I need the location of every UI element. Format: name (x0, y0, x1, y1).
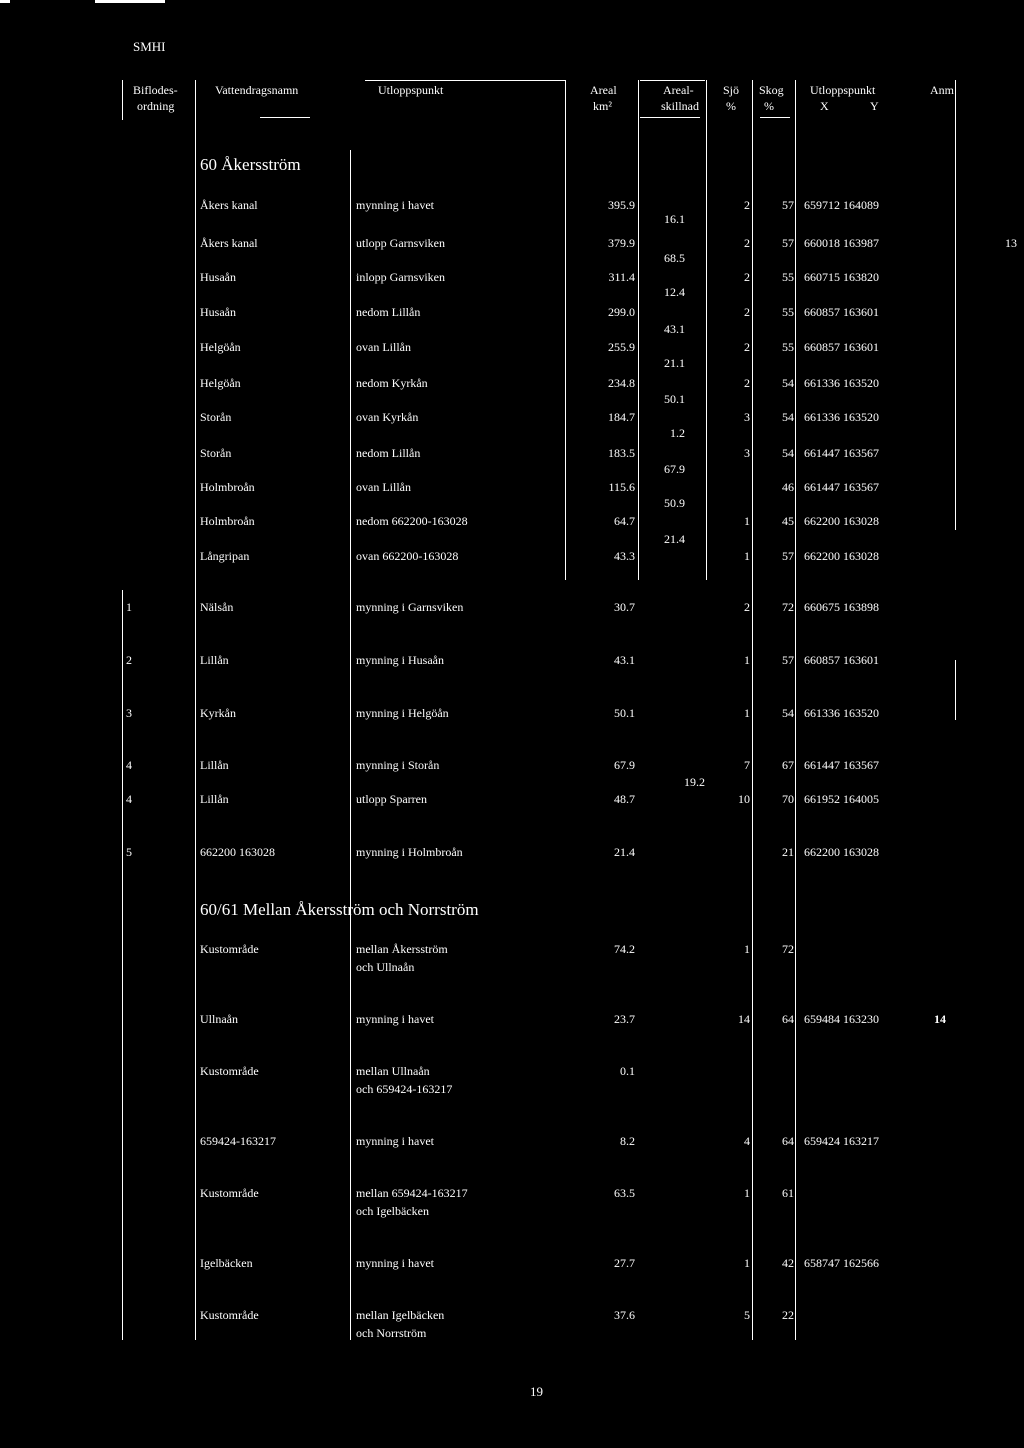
row-area: 43.3 (614, 549, 635, 563)
row-name: Kustområde (200, 1308, 259, 1322)
row-name: 662200 163028 (200, 845, 275, 859)
row-xy: 661336 163520 (804, 376, 879, 390)
row-forest: 22 (782, 1308, 794, 1322)
header-rule (365, 80, 565, 81)
row-point: mynning i Husaån (356, 653, 444, 667)
row-lake: 1 (744, 549, 750, 563)
row-area: 183.5 (608, 446, 635, 460)
row-xy: 661336 163520 (804, 410, 879, 424)
row-area: 64.7 (614, 514, 635, 528)
column-divider (638, 80, 639, 580)
row-xy: 659484 163230 (804, 1012, 879, 1026)
row-point: nedom Lillån (356, 446, 421, 460)
row-lake: 4 (744, 1134, 750, 1148)
row-point: nedom Kyrkån (356, 376, 428, 390)
row-lake: 1 (744, 514, 750, 528)
row-point: utlopp Sparren (356, 792, 427, 806)
header-rule (640, 117, 700, 118)
row-point-line1: mynning i havet (356, 1134, 434, 1148)
area-diff: 19.2 (684, 775, 705, 789)
row-point: inlopp Garnsviken (356, 270, 445, 284)
row-forest: 55 (782, 340, 794, 354)
row-area: 23.7 (614, 1012, 635, 1026)
row-forest: 21 (782, 845, 794, 859)
row-xy: 660715 163820 (804, 270, 879, 284)
col-arealskillnad-2: skillnad (661, 99, 699, 113)
row-area: 0.1 (620, 1064, 635, 1078)
area-diff: 16.1 (664, 212, 685, 226)
row-forest: 55 (782, 305, 794, 319)
row-name: Lillån (200, 792, 229, 806)
row-area: 311.4 (608, 270, 635, 284)
row-forest: 64 (782, 1134, 794, 1148)
col-areal-2: km² (593, 99, 612, 113)
row-area: 115.6 (608, 480, 635, 494)
row-forest: 54 (782, 410, 794, 424)
area-diff: 12.4 (664, 285, 685, 299)
row-name: 659424-163217 (200, 1134, 276, 1148)
row-area: 43.1 (614, 653, 635, 667)
area-diff: 67.9 (664, 462, 685, 476)
row-forest: 54 (782, 706, 794, 720)
area-diff: 21.4 (664, 532, 685, 546)
row-forest: 57 (782, 198, 794, 212)
row-point: ovan 662200-163028 (356, 549, 459, 563)
col-skog-1: Skog (759, 83, 784, 97)
row-area: 37.6 (614, 1308, 635, 1322)
row-order: 1 (126, 600, 132, 614)
row-order: 4 (126, 758, 132, 772)
row-lake: 3 (744, 410, 750, 424)
row-forest: 70 (782, 792, 794, 806)
row-forest: 57 (782, 653, 794, 667)
row-xy: 662200 163028 (804, 549, 879, 563)
row-name: Storån (200, 410, 232, 424)
row-lake: 14 (738, 1012, 750, 1026)
row-area: 50.1 (614, 706, 635, 720)
row-anm: 14 (934, 1012, 946, 1026)
row-name: Holmbroån (200, 480, 255, 494)
row-point-line2: och Ullnaån (356, 960, 415, 974)
col-sjo-2: % (726, 99, 736, 113)
row-lake: 2 (744, 600, 750, 614)
row-forest: 72 (782, 942, 794, 956)
column-divider (955, 80, 956, 530)
col-sjo-1: Sjö (723, 83, 740, 97)
row-area: 27.7 (614, 1256, 635, 1270)
row-forest: 45 (782, 514, 794, 528)
row-name: Kyrkån (200, 706, 236, 720)
top-edge-mark (95, 0, 165, 3)
row-name: Kustområde (200, 1186, 259, 1200)
row-lake: 1 (744, 942, 750, 956)
col-utloppspunkt-xy: Utloppspunkt (810, 83, 876, 97)
row-lake: 2 (744, 198, 750, 212)
top-edge-mark (0, 0, 10, 3)
column-divider (122, 590, 123, 1340)
row-point-line1: mellan Igelbäcken (356, 1308, 445, 1322)
row-area: 255.9 (608, 340, 635, 354)
row-area: 48.7 (614, 792, 635, 806)
row-name: Lillån (200, 758, 229, 772)
row-xy: 661336 163520 (804, 706, 879, 720)
row-area: 184.7 (608, 410, 635, 424)
row-order: 5 (126, 845, 132, 859)
section-title: 60 Åkersström (200, 155, 301, 174)
row-point-line2: och 659424-163217 (356, 1082, 453, 1096)
area-diff: 68.5 (664, 251, 685, 265)
section-title: 60/61 Mellan Åkersström och Norrström (200, 900, 479, 919)
col-arealskillnad-1: Areal- (663, 83, 694, 97)
row-point: mynning i Storån (356, 758, 440, 772)
column-divider (565, 80, 566, 580)
row-xy: 662200 163028 (804, 514, 879, 528)
row-xy: 661447 163567 (804, 480, 879, 494)
row-area: 234.8 (608, 376, 635, 390)
row-area: 30.7 (614, 600, 635, 614)
row-order: 2 (126, 653, 132, 667)
column-divider (195, 80, 196, 1340)
row-forest: 72 (782, 600, 794, 614)
row-name: Helgöån (200, 376, 241, 390)
row-area: 67.9 (614, 758, 635, 772)
row-anm: 13 (1005, 236, 1017, 250)
header-rule (760, 117, 790, 118)
row-forest: 64 (782, 1012, 794, 1026)
row-area: 63.5 (614, 1186, 635, 1200)
page-number: 19 (530, 1384, 543, 1399)
row-xy: 662200 163028 (804, 845, 879, 859)
column-divider (955, 660, 956, 720)
row-xy: 661952 164005 (804, 792, 879, 806)
row-point-line1: mellan 659424-163217 (356, 1186, 468, 1200)
row-point-line1: mynning i havet (356, 1256, 434, 1270)
row-point-line1: mellan Ullnaån (356, 1064, 430, 1078)
column-divider (350, 150, 351, 1340)
row-point: mynning i Holmbroån (356, 845, 463, 859)
row-name: Kustområde (200, 1064, 259, 1078)
row-xy: 660675 163898 (804, 600, 879, 614)
col-anm: Anm (930, 83, 954, 97)
col-y: Y (870, 99, 879, 113)
row-name: Långripan (200, 549, 250, 563)
row-area: 8.2 (620, 1134, 635, 1148)
row-xy: 660018 163987 (804, 236, 879, 250)
row-area: 379.9 (608, 236, 635, 250)
row-point: nedom Lillån (356, 305, 421, 319)
row-lake: 2 (744, 236, 750, 250)
row-forest: 57 (782, 549, 794, 563)
row-lake: 1 (744, 706, 750, 720)
row-lake: 2 (744, 376, 750, 390)
row-point: mynning i Helgöån (356, 706, 449, 720)
col-biflodesordning-1: Biflodes- (133, 83, 178, 97)
row-forest: 42 (782, 1256, 794, 1270)
row-lake: 7 (744, 758, 750, 772)
agency-label: SMHI (133, 39, 166, 54)
row-forest: 67 (782, 758, 794, 772)
row-name: Åkers kanal (200, 236, 258, 250)
row-order: 3 (126, 706, 132, 720)
row-name: Lillån (200, 653, 229, 667)
col-areal-1: Areal (590, 83, 617, 97)
row-point: ovan Lillån (356, 340, 411, 354)
row-lake: 1 (744, 1186, 750, 1200)
row-name: Igelbäcken (200, 1256, 253, 1270)
row-lake: 10 (738, 792, 750, 806)
row-lake: 3 (744, 446, 750, 460)
row-order: 4 (126, 792, 132, 806)
row-point-line1: mellan Åkersström (356, 942, 448, 956)
col-skog-2: % (764, 99, 774, 113)
row-point-line2: och Norrström (356, 1326, 427, 1340)
col-biflodesordning-2: ordning (137, 99, 175, 113)
row-point: mynning i Garnsviken (356, 600, 464, 614)
row-forest: 61 (782, 1186, 794, 1200)
row-point: utlopp Garnsviken (356, 236, 445, 250)
row-lake: 1 (744, 1256, 750, 1270)
row-area: 74.2 (614, 942, 635, 956)
row-name: Ullnaån (200, 1012, 238, 1026)
area-diff: 21.1 (664, 356, 685, 370)
row-point-line1: mynning i havet (356, 1012, 434, 1026)
area-diff: 43.1 (664, 322, 685, 336)
row-xy: 659712 164089 (804, 198, 879, 212)
row-point: ovan Lillån (356, 480, 411, 494)
row-lake: 5 (744, 1308, 750, 1322)
row-point-line2: och Igelbäcken (356, 1204, 429, 1218)
row-name: Husaån (200, 270, 236, 284)
column-divider (795, 80, 796, 1340)
row-name: Helgöån (200, 340, 241, 354)
row-point: nedom 662200-163028 (356, 514, 468, 528)
row-xy: 659424 163217 (804, 1134, 879, 1148)
row-lake: 2 (744, 305, 750, 319)
row-xy: 661447 163567 (804, 758, 879, 772)
row-forest: 55 (782, 270, 794, 284)
column-divider (706, 80, 707, 580)
row-area: 21.4 (614, 845, 635, 859)
row-area: 395.9 (608, 198, 635, 212)
row-lake: 2 (744, 270, 750, 284)
row-name: Nälsån (200, 600, 234, 614)
row-forest: 57 (782, 236, 794, 250)
column-divider (122, 80, 123, 120)
row-point: ovan Kyrkån (356, 410, 419, 424)
row-xy: 660857 163601 (804, 340, 879, 354)
row-xy: 658747 162566 (804, 1256, 879, 1270)
area-diff: 1.2 (670, 426, 685, 440)
header-rule (640, 80, 705, 81)
row-forest: 54 (782, 376, 794, 390)
row-area: 299.0 (608, 305, 635, 319)
row-name: Husaån (200, 305, 236, 319)
row-name: Storån (200, 446, 232, 460)
header-rule (260, 117, 310, 118)
row-name: Åkers kanal (200, 198, 258, 212)
area-diff: 50.1 (664, 392, 685, 406)
col-utloppspunkt: Utloppspunkt (378, 83, 444, 97)
row-name: Kustområde (200, 942, 259, 956)
row-name: Holmbroån (200, 514, 255, 528)
row-xy: 661447 163567 (804, 446, 879, 460)
row-point: mynning i havet (356, 198, 434, 212)
row-xy: 660857 163601 (804, 653, 879, 667)
row-forest: 54 (782, 446, 794, 460)
row-lake: 1 (744, 653, 750, 667)
area-diff: 50.9 (664, 496, 685, 510)
col-vattendragsnamn: Vattendragsnamn (215, 83, 299, 97)
row-lake: 2 (744, 340, 750, 354)
row-forest: 46 (782, 480, 794, 494)
row-xy: 660857 163601 (804, 305, 879, 319)
col-x: X (820, 99, 829, 113)
